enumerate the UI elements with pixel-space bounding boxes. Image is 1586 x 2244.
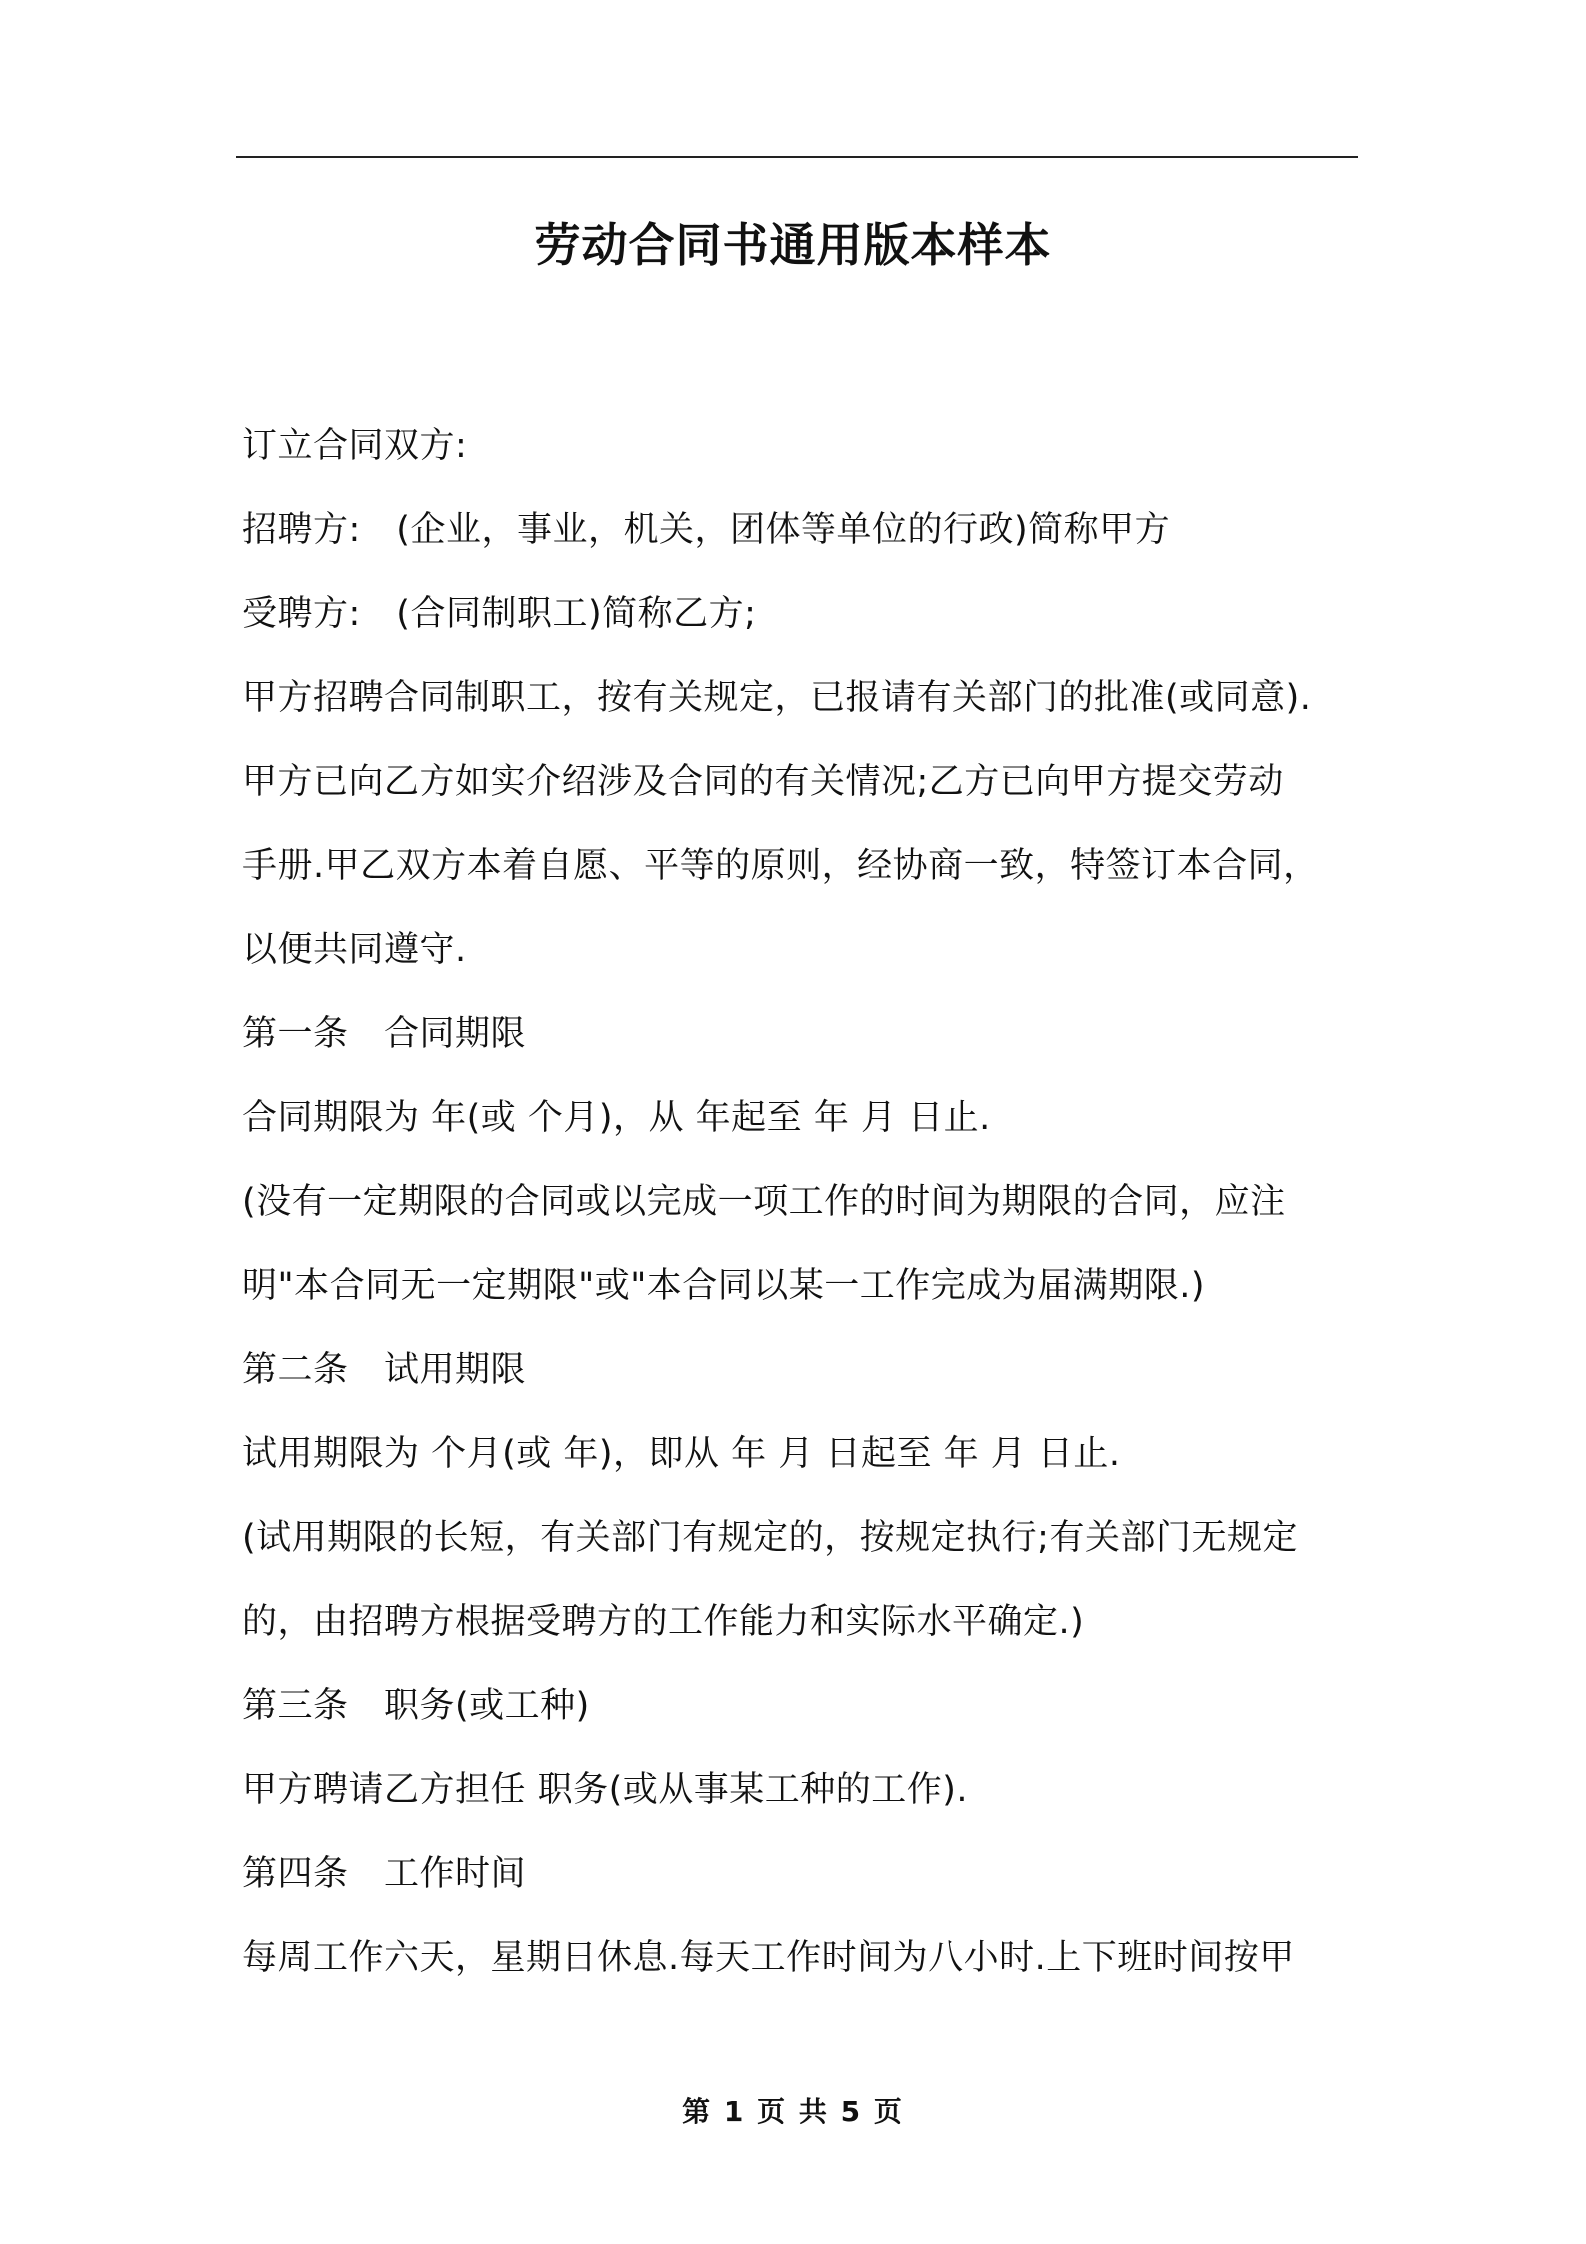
article-heading: 第二条 试用期限 bbox=[242, 1350, 527, 1390]
body-line: 甲方招聘合同制职工，按有关规定，已报请有关部门的批准(或同意). bbox=[242, 678, 1312, 718]
document-title: 劳动合同书通用版本样本 bbox=[534, 218, 1052, 272]
body-line: 试用期限为 个月(或 年)，即从 年 月 日起至 年 月 日止. bbox=[242, 1434, 1121, 1474]
header-rule bbox=[236, 156, 1358, 158]
body-line: (试用期限的长短，有关部门有规定的，按规定执行;有关部门无规定 bbox=[242, 1518, 1298, 1558]
body-line: (没有一定期限的合同或以完成一项工作的时间为期限的合同，应注 bbox=[242, 1182, 1286, 1222]
body-line: 手册.甲乙双方本着自愿、平等的原则，经协商一致，特签订本合同， bbox=[242, 846, 1319, 886]
article-heading: 第一条 合同期限 bbox=[242, 1014, 527, 1054]
article-heading: 第三条 职务(或工种) bbox=[242, 1686, 590, 1726]
body-line: 以便共同遵守. bbox=[242, 930, 467, 970]
body-line: 招聘方: (企业，事业，机关，团体等单位的行政)简称甲方 bbox=[242, 510, 1171, 550]
body-line: 订立合同双方: bbox=[242, 426, 468, 466]
body-line: 每周工作六天，星期日休息.每天工作时间为八小时.上下班时间按甲 bbox=[242, 1938, 1295, 1978]
page-number: 第 1 页 共 5 页 bbox=[682, 2095, 904, 2128]
body-line: 甲方聘请乙方担任 职务(或从事某工种的工作). bbox=[242, 1770, 969, 1810]
body-line: 合同期限为 年(或 个月)，从 年起至 年 月 日止. bbox=[242, 1098, 991, 1138]
body-line: 受聘方: (合同制职工)简称乙方; bbox=[242, 594, 757, 634]
body-line: 甲方已向乙方如实介绍涉及合同的有关情况;乙方已向甲方提交劳动 bbox=[242, 762, 1284, 802]
article-heading: 第四条 工作时间 bbox=[242, 1854, 527, 1894]
document-body bbox=[242, 404, 1362, 2000]
body-line: 明"本合同无一定期限"或"本合同以某一工作完成为届满期限.) bbox=[242, 1266, 1206, 1306]
body-line: 的，由招聘方根据受聘方的工作能力和实际水平确定.) bbox=[242, 1602, 1085, 1642]
